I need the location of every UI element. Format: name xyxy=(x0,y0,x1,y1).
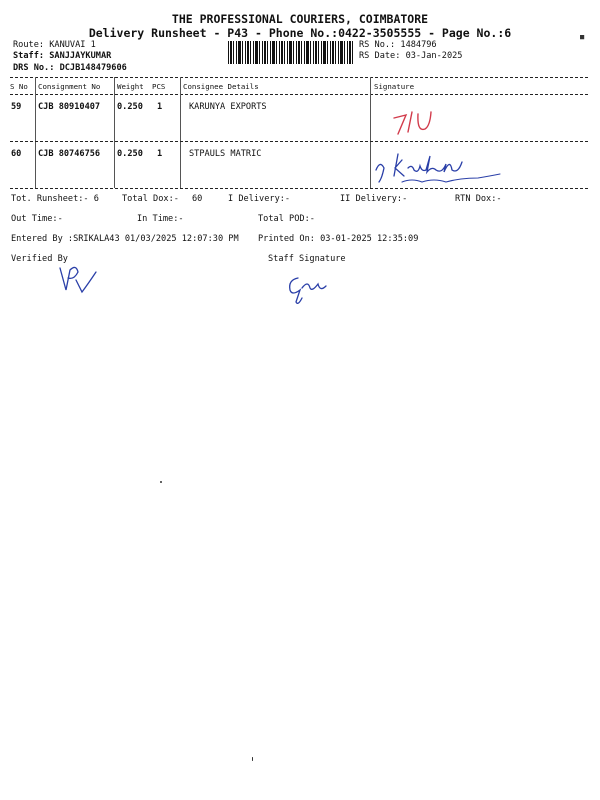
row-consignment-no: CJB 80746756 xyxy=(38,149,101,159)
col-divider xyxy=(35,77,36,188)
row-sno: 60 xyxy=(11,149,22,159)
scan-speck xyxy=(160,481,162,483)
rtn-dox: RTN Dox:- xyxy=(455,194,502,204)
first-delivery: I Delivery:- xyxy=(228,194,291,204)
corner-mark: ■ xyxy=(580,33,585,41)
total-dox-value: 60 xyxy=(192,194,203,204)
drs-number: DRS No.: DCJB148479606 xyxy=(13,63,127,73)
document-title: THE PROFESSIONAL COURIERS, COIMBATORE xyxy=(171,12,429,26)
col-header-sno: S No xyxy=(10,82,28,91)
row-pcs: 1 xyxy=(157,102,163,112)
total-pod: Total POD:- xyxy=(258,214,315,224)
row-rule xyxy=(10,141,588,142)
total-runsheet: Tot. Runsheet:- 6 xyxy=(11,194,99,204)
out-time: Out Time:- xyxy=(11,214,63,224)
row-pcs: 1 xyxy=(157,149,163,159)
row60-handwritten-signature xyxy=(372,148,512,190)
col-header-consignee: Consignee Details xyxy=(183,82,259,91)
scan-speck xyxy=(252,757,253,761)
row-consignee: KARUNYA EXPORTS xyxy=(189,102,267,112)
document-subtitle: Delivery Runsheet - P43 - Phone No.:0422-3505555 - Page No.:6 xyxy=(88,26,512,40)
printed-on: Printed On: 03-01-2025 12:35:09 xyxy=(258,234,419,244)
row-weight: 0.250 xyxy=(117,102,143,112)
in-time: In Time:- xyxy=(137,214,184,224)
table-top-rule xyxy=(10,77,588,78)
col-header-consignment: Consignment No xyxy=(38,82,101,91)
col-header-pcs: PCS xyxy=(152,82,166,91)
total-dox-label: Total Dox:- xyxy=(122,194,179,204)
rs-number: RS No.: 1484796 xyxy=(359,40,437,50)
header-bottom-rule xyxy=(10,94,588,95)
staff-signature xyxy=(284,270,332,306)
verifier-signature xyxy=(52,262,108,296)
col-divider xyxy=(370,77,371,188)
entered-by: Entered By :SRIKALA43 01/03/2025 12:07:30 PM xyxy=(11,234,239,244)
col-header-signature: Signature xyxy=(374,82,415,91)
second-delivery: II Delivery:- xyxy=(340,194,408,204)
row-consignee: STPAULS MATRIC xyxy=(189,149,262,159)
row59-handwritten-signature xyxy=(388,104,440,138)
route-label: Route: KANUVAI 1 xyxy=(13,40,96,50)
col-divider xyxy=(114,77,115,188)
row-weight: 0.250 xyxy=(117,149,143,159)
row-sno: 59 xyxy=(11,102,22,112)
col-header-weight: Weight xyxy=(117,82,144,91)
col-divider xyxy=(180,77,181,188)
verified-by-label: Verified By xyxy=(11,254,68,264)
row-consignment-no: CJB 80910407 xyxy=(38,102,101,112)
staff-signature-label: Staff Signature xyxy=(268,254,346,264)
staff-label: Staff: SANJJAYKUMAR xyxy=(13,51,112,61)
barcode-image xyxy=(228,41,354,64)
rs-date: RS Date: 03-Jan-2025 xyxy=(359,51,463,61)
